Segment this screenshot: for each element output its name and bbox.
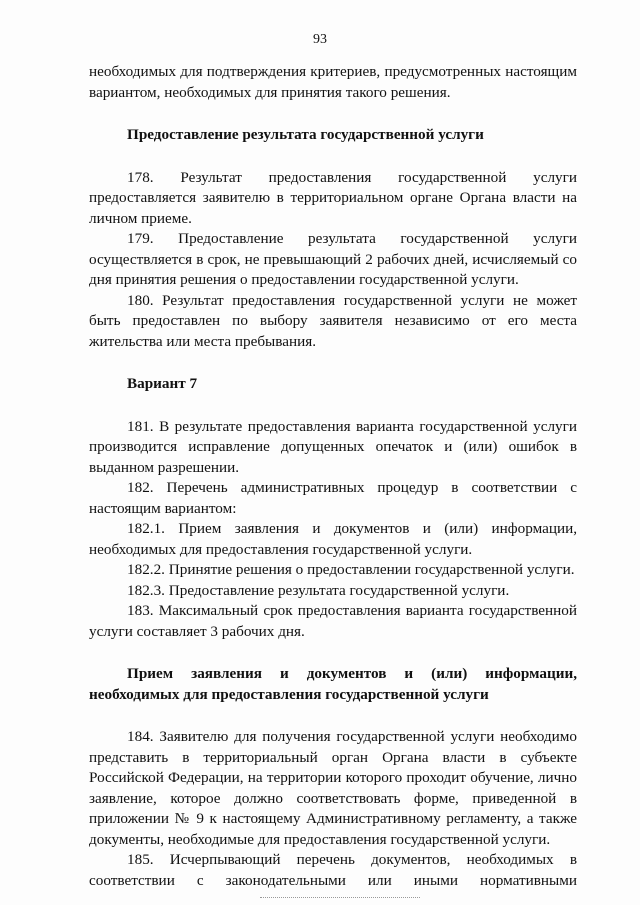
paragraph-182: 182. Перечень административных процедур в соответствии с настоящим вариантом: [89, 479, 577, 517]
paragraph-continuation: необходимых для подтверждения критериев, предусмотренных настоящим вариантом, необходимых для принятия такого решения. [89, 63, 577, 101]
heading-line-2: необходимых для предоставления государственной услуги [89, 685, 489, 703]
paragraph-179: 179. Предоставление результата государственной услуги осуществляется в срок, не превышающий 2 рабочих дней, исчисляемый со дня принятия решения о предоставлении государственной услуги. [89, 230, 577, 288]
section-heading-variant-7: Вариант 7 [127, 375, 198, 392]
paragraph-181: 181. В результате предоставления варианта государственной услуги производится исправление допущенных опечаток и (или) ошибок в выданном разрешении. [89, 417, 577, 476]
paragraph-180: 180. Результат предоставления государственной услуги не может быть предоставлен по выбору заявителя независимо от его места жительства или места пребывания. [89, 291, 577, 350]
paragraph-184: 184. Заявителю для получения государственной услуги необходимо представить в территориальный орган Органа власти в субъекте Российской Федерации, на территории которого проходит обучение, лично заявление, которое должно соответствовать форме, приведенной в приложении № 9 к настоящему Административному регламенту, а также документы, необходимые для предоставления государственной услуги. [89, 728, 577, 848]
paragraph-182-1: 182.1. Прием заявления и документов и (или) информации, необходимых для предоставления государственной услуги. [89, 520, 577, 558]
heading-line-1: Прием заявления и документов и (или) информации, [127, 665, 577, 682]
paragraph-183: 183. Максимальный срок предоставления варианта государственной услуги составляет 3 рабочих дня. [89, 602, 577, 640]
paragraph-185: 185. Исчерпывающий перечень документов, необходимых в соответствии с законодательными или иными нормативными [89, 851, 577, 889]
section-heading-application [89, 664, 577, 705]
paragraph-182-3: 182.3. Предоставление результата государственной услуги. [127, 581, 510, 599]
document-body [89, 62, 577, 891]
section-heading-result: Предоставление результата государственной услуги [127, 126, 484, 143]
scan-artifact [260, 897, 420, 900]
paragraph-178: 178. Результат предоставления государственной услуги предоставляется заявителю в территориальном органе Органа власти на личном приеме. [89, 168, 577, 227]
paragraph-182-2: 182.2. Принятие решения о предоставлении государственной услуги. [127, 561, 575, 578]
page-number: 93 [313, 32, 327, 47]
